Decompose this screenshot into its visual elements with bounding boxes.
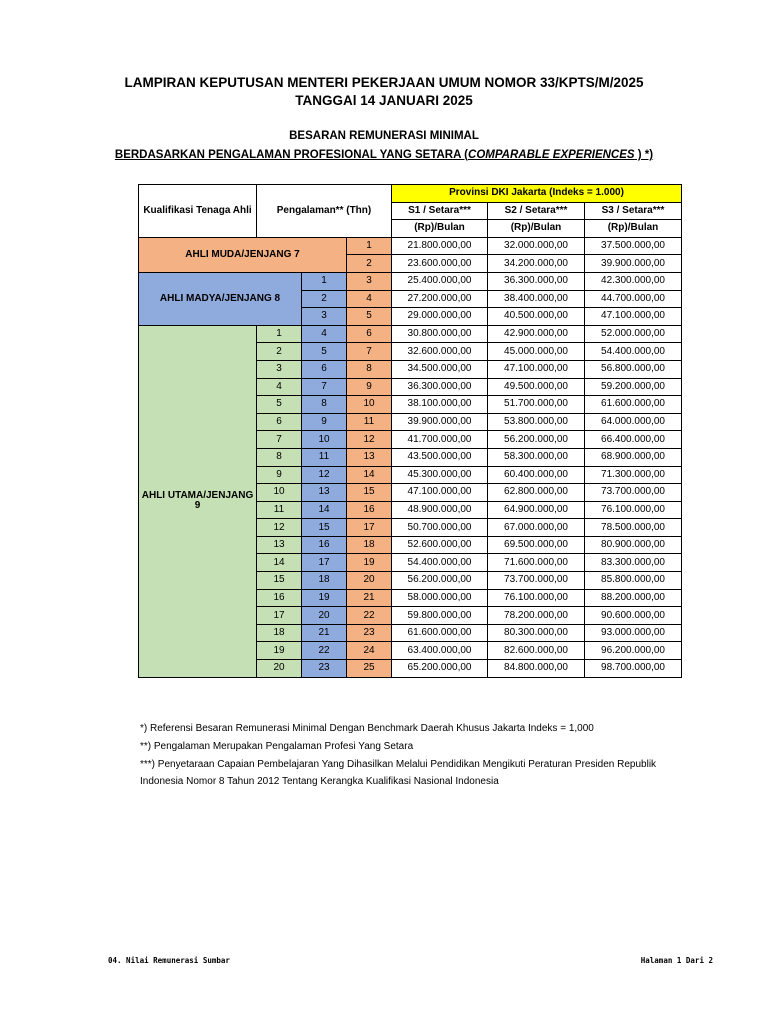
value-s3: 78.500.000,00 <box>585 519 682 537</box>
value-s2: 71.600.000,00 <box>488 554 585 572</box>
experience-madya: 9 <box>302 413 347 431</box>
value-s1: 43.500.000,00 <box>392 448 488 466</box>
value-s1: 32.600.000,00 <box>392 343 488 361</box>
value-s1: 47.100.000,00 <box>392 484 488 502</box>
experience-muda: 8 <box>347 360 392 378</box>
value-s3: 66.400.000,00 <box>585 431 682 449</box>
experience-madya: 4 <box>302 325 347 343</box>
value-s1: 52.600.000,00 <box>392 536 488 554</box>
value-s2: 38.400.000,00 <box>488 290 585 308</box>
experience-madya: 21 <box>302 624 347 642</box>
experience-madya: 20 <box>302 607 347 625</box>
value-s3: 37.500.000,00 <box>585 237 682 255</box>
experience-muda: 10 <box>347 396 392 414</box>
experience-madya: 16 <box>302 536 347 554</box>
experience-utama: 3 <box>257 360 302 378</box>
value-s3: 59.200.000,00 <box>585 378 682 396</box>
value-s2: 62.800.000,00 <box>488 484 585 502</box>
experience-utama: 8 <box>257 448 302 466</box>
value-s2: 80.300.000,00 <box>488 624 585 642</box>
remuneration-table <box>138 184 682 678</box>
value-s2: 58.300.000,00 <box>488 448 585 466</box>
value-s1: 65.200.000,00 <box>392 660 488 678</box>
value-s2: 82.600.000,00 <box>488 642 585 660</box>
table-row <box>139 237 682 255</box>
value-s1: 48.900.000,00 <box>392 501 488 519</box>
value-s2: 32.000.000,00 <box>488 237 585 255</box>
subtitle-prefix: BERDASARKAN PENGALAMAN PROFESIONAL YANG SETARA ( <box>114 149 469 161</box>
experience-muda: 24 <box>347 642 392 660</box>
experience-muda: 6 <box>347 325 392 343</box>
table-row <box>139 325 682 343</box>
value-s3: 54.400.000,00 <box>585 343 682 361</box>
value-s3: 52.000.000,00 <box>585 325 682 343</box>
experience-madya: 17 <box>302 554 347 572</box>
experience-utama: 19 <box>257 642 302 660</box>
value-s2: 60.400.000,00 <box>488 466 585 484</box>
experience-muda: 11 <box>347 413 392 431</box>
value-s2: 69.500.000,00 <box>488 536 585 554</box>
footnote: *) Referensi Besaran Remunerasi Minimal Dengan Benchmark Daerah Khusus Jakarta Indeks = 1,000 <box>140 723 594 734</box>
subtitle-italic: COMPARABLE EXPERIENCES <box>468 149 635 161</box>
experience-utama: 6 <box>257 413 302 431</box>
value-s3: 83.300.000,00 <box>585 554 682 572</box>
value-s3: 93.000.000,00 <box>585 624 682 642</box>
experience-utama: 17 <box>257 607 302 625</box>
experience-madya: 14 <box>302 501 347 519</box>
value-s2: 45.000.000,00 <box>488 343 585 361</box>
value-s3: 80.900.000,00 <box>585 536 682 554</box>
header-s3: S3 / Setara*** <box>585 202 682 220</box>
experience-madya: 12 <box>302 466 347 484</box>
experience-muda: 25 <box>347 660 392 678</box>
experience-utama: 9 <box>257 466 302 484</box>
experience-muda: 19 <box>347 554 392 572</box>
footnote: **) Pengalaman Merupakan Pengalaman Profesi Yang Setara <box>140 741 414 752</box>
header-s1: S1 / Setara*** <box>392 202 488 220</box>
experience-madya: 22 <box>302 642 347 660</box>
header-row <box>139 185 682 203</box>
value-s1: 36.300.000,00 <box>392 378 488 396</box>
value-s2: 73.700.000,00 <box>488 572 585 590</box>
experience-utama: 12 <box>257 519 302 537</box>
value-s1: 61.600.000,00 <box>392 624 488 642</box>
value-s3: 85.800.000,00 <box>585 572 682 590</box>
experience-madya: 13 <box>302 484 347 502</box>
value-s3: 96.200.000,00 <box>585 642 682 660</box>
value-s1: 50.700.000,00 <box>392 519 488 537</box>
experience-madya: 18 <box>302 572 347 590</box>
value-s2: 76.100.000,00 <box>488 589 585 607</box>
document-date: TANGGAl 14 JANUARI 2025 <box>295 93 473 108</box>
experience-utama: 15 <box>257 572 302 590</box>
experience-utama: 16 <box>257 589 302 607</box>
experience-muda: 4 <box>347 290 392 308</box>
experience-utama: 14 <box>257 554 302 572</box>
value-s3: 73.700.000,00 <box>585 484 682 502</box>
experience-madya: 19 <box>302 589 347 607</box>
experience-madya: 10 <box>302 431 347 449</box>
experience-madya: 7 <box>302 378 347 396</box>
value-s1: 45.300.000,00 <box>392 466 488 484</box>
value-s3: 44.700.000,00 <box>585 290 682 308</box>
group-label-madya: AHLI MADYA/JENJANG 8 <box>139 272 302 325</box>
experience-utama: 4 <box>257 378 302 396</box>
group-label-utama: AHLI UTAMA/JENJANG 9 <box>139 325 257 677</box>
experience-madya: 23 <box>302 660 347 678</box>
experience-utama: 11 <box>257 501 302 519</box>
header-unit-s2: (Rp)/Bulan <box>488 220 585 238</box>
experience-muda: 18 <box>347 536 392 554</box>
value-s3: 71.300.000,00 <box>585 466 682 484</box>
experience-muda: 9 <box>347 378 392 396</box>
value-s1: 54.400.000,00 <box>392 554 488 572</box>
value-s1: 23.600.000,00 <box>392 255 488 273</box>
value-s3: 64.000.000,00 <box>585 413 682 431</box>
value-s2: 64.900.000,00 <box>488 501 585 519</box>
value-s2: 49.500.000,00 <box>488 378 585 396</box>
experience-muda: 7 <box>347 343 392 361</box>
subtitle-suffix: ) *) <box>634 149 654 161</box>
document-title: LAMPIRAN KEPUTUSAN MENTERI PEKERJAAN UMUM NOMOR 33/KPTS/M/2025 <box>124 75 644 90</box>
value-s3: 88.200.000,00 <box>585 589 682 607</box>
value-s1: 38.100.000,00 <box>392 396 488 414</box>
value-s2: 42.900.000,00 <box>488 325 585 343</box>
experience-madya: 8 <box>302 396 347 414</box>
experience-muda: 3 <box>347 272 392 290</box>
experience-madya: 6 <box>302 360 347 378</box>
experience-muda: 14 <box>347 466 392 484</box>
experience-muda: 12 <box>347 431 392 449</box>
value-s1: 63.400.000,00 <box>392 642 488 660</box>
table-subtitle <box>0 149 768 161</box>
value-s1: 27.200.000,00 <box>392 290 488 308</box>
experience-madya: 5 <box>302 343 347 361</box>
footer-document-name: 04. Nilai Remunerasi Sumbar <box>108 956 230 965</box>
footnotes <box>140 720 685 791</box>
footnote: ***) Penyetaraan Capaian Pembelajaran Yang Dihasilkan Melalui Pendidikan Mengikuti Peraturan Presiden Republik Indonesia Nomor 8 Tahun 2012 Tentang Kerangka Kualifikasi Nasional Indonesia <box>140 759 657 787</box>
footer-page-number: Halaman 1 Dari 2 <box>640 956 713 965</box>
value-s3: 39.900.000,00 <box>585 255 682 273</box>
experience-muda: 17 <box>347 519 392 537</box>
experience-utama: 2 <box>257 343 302 361</box>
value-s1: 39.900.000,00 <box>392 413 488 431</box>
header-s2: S2 / Setara*** <box>488 202 585 220</box>
experience-muda: 5 <box>347 308 392 326</box>
value-s3: 61.600.000,00 <box>585 396 682 414</box>
experience-utama: 18 <box>257 624 302 642</box>
experience-muda: 22 <box>347 607 392 625</box>
value-s1: 41.700.000,00 <box>392 431 488 449</box>
experience-madya: 3 <box>302 308 347 326</box>
value-s3: 90.600.000,00 <box>585 607 682 625</box>
experience-muda: 21 <box>347 589 392 607</box>
value-s2: 56.200.000,00 <box>488 431 585 449</box>
experience-muda: 20 <box>347 572 392 590</box>
header-unit-s3: (Rp)/Bulan <box>585 220 682 238</box>
experience-muda: 23 <box>347 624 392 642</box>
value-s1: 56.200.000,00 <box>392 572 488 590</box>
header-qualification: Kualifikasi Tenaga Ahli <box>139 185 257 238</box>
experience-muda: 2 <box>347 255 392 273</box>
value-s1: 59.800.000,00 <box>392 607 488 625</box>
value-s3: 68.900.000,00 <box>585 448 682 466</box>
experience-utama: 1 <box>257 325 302 343</box>
experience-madya: 15 <box>302 519 347 537</box>
value-s2: 78.200.000,00 <box>488 607 585 625</box>
experience-utama: 20 <box>257 660 302 678</box>
group-label-muda: AHLI MUDA/JENJANG 7 <box>139 237 347 272</box>
experience-madya: 1 <box>302 272 347 290</box>
value-s2: 34.200.000,00 <box>488 255 585 273</box>
experience-utama: 10 <box>257 484 302 502</box>
experience-muda: 1 <box>347 237 392 255</box>
value-s1: 34.500.000,00 <box>392 360 488 378</box>
value-s3: 56.800.000,00 <box>585 360 682 378</box>
value-s1: 58.000.000,00 <box>392 589 488 607</box>
experience-muda: 16 <box>347 501 392 519</box>
header-province: Provinsi DKI Jakarta (Indeks = 1.000) <box>392 185 682 203</box>
experience-madya: 2 <box>302 290 347 308</box>
value-s1: 29.000.000,00 <box>392 308 488 326</box>
value-s2: 47.100.000,00 <box>488 360 585 378</box>
value-s2: 84.800.000,00 <box>488 660 585 678</box>
value-s3: 98.700.000,00 <box>585 660 682 678</box>
value-s1: 30.800.000,00 <box>392 325 488 343</box>
experience-muda: 13 <box>347 448 392 466</box>
value-s1: 21.800.000,00 <box>392 237 488 255</box>
experience-utama: 7 <box>257 431 302 449</box>
value-s2: 51.700.000,00 <box>488 396 585 414</box>
value-s2: 36.300.000,00 <box>488 272 585 290</box>
table-title: BESARAN REMUNERASI MINIMAL <box>289 130 479 142</box>
experience-utama: 5 <box>257 396 302 414</box>
experience-utama: 13 <box>257 536 302 554</box>
value-s3: 42.300.000,00 <box>585 272 682 290</box>
value-s1: 25.400.000,00 <box>392 272 488 290</box>
value-s3: 47.100.000,00 <box>585 308 682 326</box>
value-s2: 67.000.000,00 <box>488 519 585 537</box>
header-experience: Pengalaman** (Thn) <box>257 185 392 238</box>
header-unit-s1: (Rp)/Bulan <box>392 220 488 238</box>
experience-madya: 11 <box>302 448 347 466</box>
value-s3: 76.100.000,00 <box>585 501 682 519</box>
value-s2: 40.500.000,00 <box>488 308 585 326</box>
experience-muda: 15 <box>347 484 392 502</box>
table-row <box>139 272 682 290</box>
value-s2: 53.800.000,00 <box>488 413 585 431</box>
